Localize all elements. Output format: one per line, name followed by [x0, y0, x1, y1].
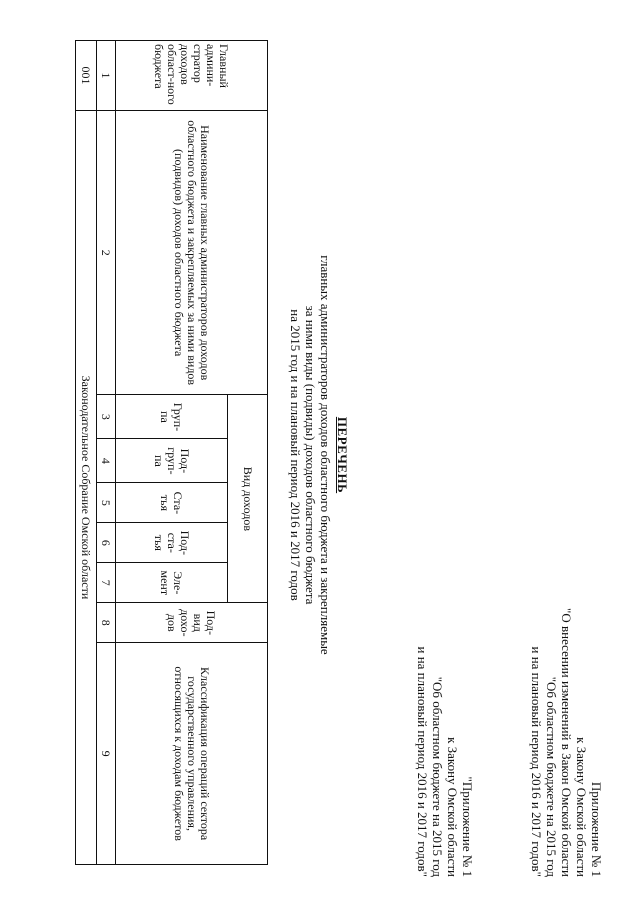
title-line: на 2015 год и на плановый период 2016 и 2017 годов	[288, 309, 303, 601]
column-numbers-row	[97, 41, 116, 865]
appendix-line: к Закону Омской области	[445, 737, 460, 877]
title-line: главных администраторов доходов областного бюджета и закрепляемые	[318, 255, 333, 655]
appendix-current-header	[529, 608, 604, 877]
appendix-line: к Закону Омской области	[574, 737, 589, 877]
admin-code: 001	[76, 41, 97, 111]
appendix-original-header	[415, 646, 475, 877]
title-heading: ПЕРЕЧЕНЬ	[335, 416, 350, 494]
header-element: Эле-мент	[116, 563, 228, 603]
table-row	[76, 41, 97, 865]
appendix-line: Приложение № 1	[589, 781, 604, 877]
appendix-line: "Об областном бюджете на 2015 год	[544, 676, 559, 877]
column-number: 6	[97, 523, 116, 563]
column-number: 9	[97, 643, 116, 865]
table-header-row	[228, 41, 268, 865]
appendix-line: "Об областном бюджете на 2015 год	[430, 676, 445, 877]
header-subgroup: Под-груп-па	[116, 439, 228, 483]
appendix-line: и на плановый период 2016 и 2017 годов"	[529, 646, 544, 877]
appendix-line: и на плановый период 2016 и 2017 годов"	[415, 646, 430, 877]
appendix-line: "Приложение № 1	[460, 776, 475, 877]
column-number: 3	[97, 395, 116, 439]
column-number: 1	[97, 41, 116, 111]
admin-name: Законодательное Собрание Омской области	[76, 110, 97, 864]
header-income-type: Вид доходов	[228, 395, 268, 603]
header-subarticle: Под-ста-тья	[116, 523, 228, 563]
header-admin: Главный админи-стратор доходов област-ного бюджета	[116, 41, 268, 111]
column-number: 7	[97, 563, 116, 603]
column-number: 2	[97, 110, 116, 395]
header-subtype: Под-вид дохо-дов	[116, 603, 268, 643]
document-title	[288, 195, 350, 715]
column-number: 4	[97, 439, 116, 483]
revenue-administrators-table	[75, 40, 268, 865]
title-line: за ними виды (подвиды) доходов областного бюджета	[303, 305, 318, 605]
appendix-line: "О внесении изменений в Закон Омской области	[559, 608, 574, 877]
column-number: 5	[97, 483, 116, 523]
column-number: 8	[97, 603, 116, 643]
header-article: Ста-тья	[116, 483, 228, 523]
header-classification: Классификация операций сектора государственного управления, относящихся к доходам бюджетов	[116, 643, 268, 865]
header-group: Груп-па	[116, 395, 228, 439]
header-name: Наименование главных администраторов доходов областного бюджета и закрепляемых за ними видов (подвидов) доходов областного бюджета	[116, 110, 268, 395]
